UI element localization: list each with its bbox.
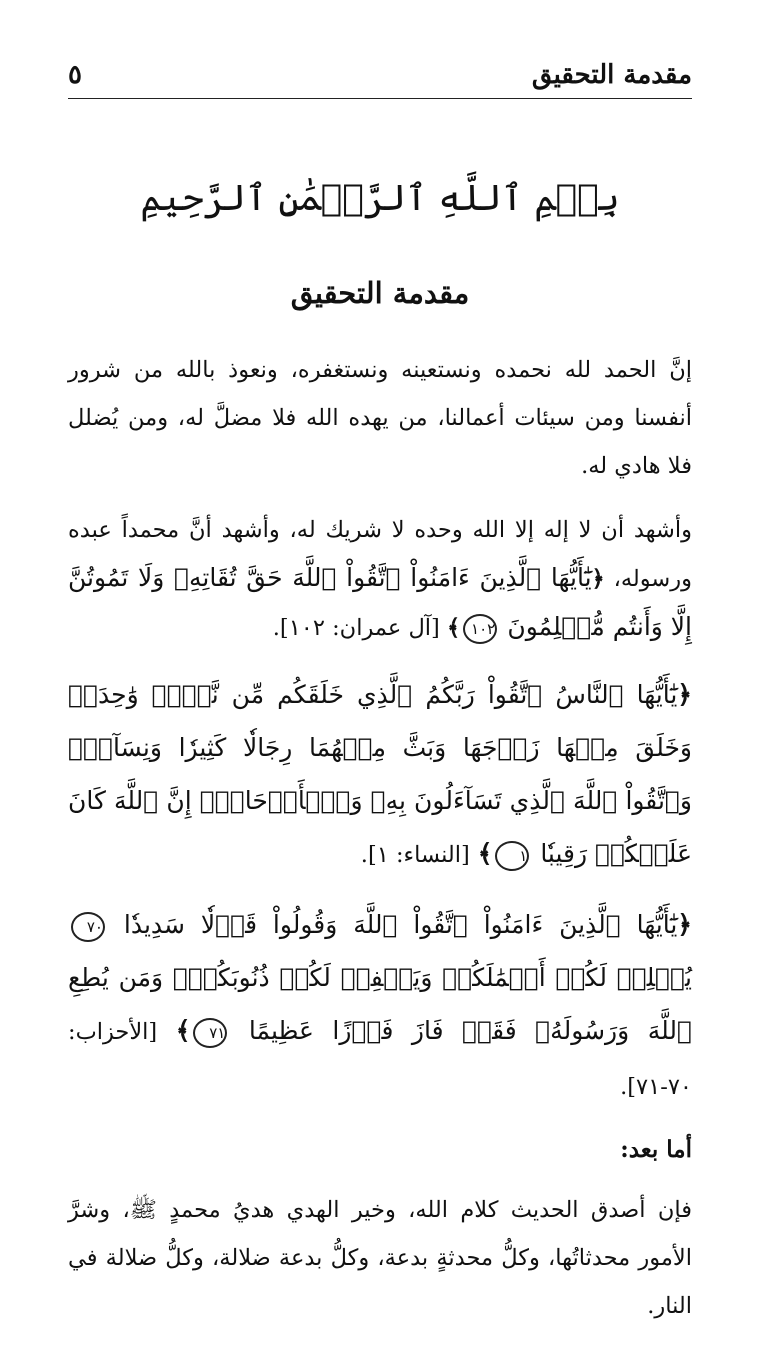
basmala: بِسۡمِ ٱللَّهِ ٱلرَّحۡمَٰنِ ٱلرَّحِيمِ	[140, 178, 620, 219]
section-subheading: أما بعد:	[620, 1136, 692, 1163]
ayah-number-marker: ٧٠	[71, 912, 105, 942]
quran-bracket-close: ﴾	[175, 1016, 191, 1045]
quran-verse-al-ahzab-70: يَٰٓأَيُّهَا ٱلَّذِينَ ءَامَنُواْ ٱتَّقُواْ ٱللَّهَ وَقُولُواْ قَوۡلٗا سَدِيدٗا	[123, 910, 678, 939]
verse-reference: [آل عمران: ١٠٢].	[272, 615, 440, 641]
shahada-text: وأشهد أن لا إله إلا الله وحده لا شريك له، وأشهد أنَّ محمداً عبده ورسوله،	[68, 517, 692, 592]
quran-bracket-open: ﴿	[677, 680, 692, 709]
quran-verse-al-imran: يَٰٓأَيُّهَا ٱلَّذِينَ ءَامَنُواْ ٱتَّقُواْ ٱللَّهَ حَقَّ تُقَاتِهِۦ وَلَا تَمُوتُنَّ إِلَّا وَأَنتُم مُّسۡلِمُونَ	[68, 563, 692, 641]
ayah-number-marker: ١٠٢	[463, 614, 497, 644]
body-text	[68, 346, 692, 1346]
paragraph-khutbat-al-hajah: فإن أصدق الحديث كلام الله، وخير الهدي هديُ محمدٍ ﷺ، وشرَّ الأمور محدثاتُها، وكلُّ محدثةٍ بدعة، وكلُّ بدعة ضلالة، وكلُّ ضلالة في النار.	[68, 1197, 692, 1319]
quran-bracket-close: ﴾	[447, 615, 461, 641]
verse-reference: [النساء: ١].	[360, 842, 470, 868]
verse-reference: [الأحزاب: ٧٠-٧١].	[68, 1019, 692, 1100]
quran-bracket-open: ﴿	[591, 566, 605, 592]
quran-verse-an-nisa: يَٰٓأَيُّهَا ٱلنَّاسُ ٱتَّقُواْ رَبَّكُمُ ٱلَّذِي خَلَقَكُم مِّن نَّفۡسٖ وَٰحِدَةٖ وَخَلَقَ مِنۡهَا زَوۡجَهَا وَبَثَّ مِنۡهُمَا رِجَالٗا كَثِيرٗا وَنِسَآءٗۚ وَٱتَّقُواْ ٱللَّهَ ٱلَّذِي تَسَآءَلُونَ بِهِۦ وَٱلۡأَرۡحَامَۚ إِنَّ ٱللَّهَ كَانَ عَلَيۡكُمۡ رَقِيبٗا	[68, 680, 692, 868]
paragraph-verse-an-nisa	[68, 668, 692, 882]
quran-verse-al-ahzab-71: يُصۡلِحۡ لَكُمۡ أَعۡمَٰلَكُمۡ وَيَغۡفِرۡ لَكُمۡ ذُنُوبَكُمۡۗ وَمَن يُطِعِ ٱللَّهَ وَرَسُولَهُۥ فَقَدۡ فَازَ فَوۡزًا عَظِيمًا	[68, 963, 693, 1045]
running-header	[68, 58, 692, 99]
running-title: مقدمة التحقيق	[531, 60, 692, 90]
ayah-number-marker: ١	[495, 841, 529, 871]
quran-bracket-open: ﴿	[677, 910, 692, 939]
page-number: ٥	[68, 60, 82, 90]
chapter-title: مقدمة التحقيق	[290, 276, 470, 310]
quran-bracket-close: ﴾	[477, 839, 493, 868]
paragraph-verse-al-ahzab	[68, 898, 692, 1114]
ayah-number-marker: ٧١	[193, 1018, 227, 1048]
paragraph-shahada	[68, 506, 692, 652]
paragraph-opening-praise: إنَّ الحمد لله نحمده ونستعينه ونستغفره، ونعوذ بالله من شرور أنفسنا ومن سيئات أعمالنا، من يهده الله فلا مضلَّ له، ومن يُضلل فلا هادي له.	[68, 357, 692, 479]
